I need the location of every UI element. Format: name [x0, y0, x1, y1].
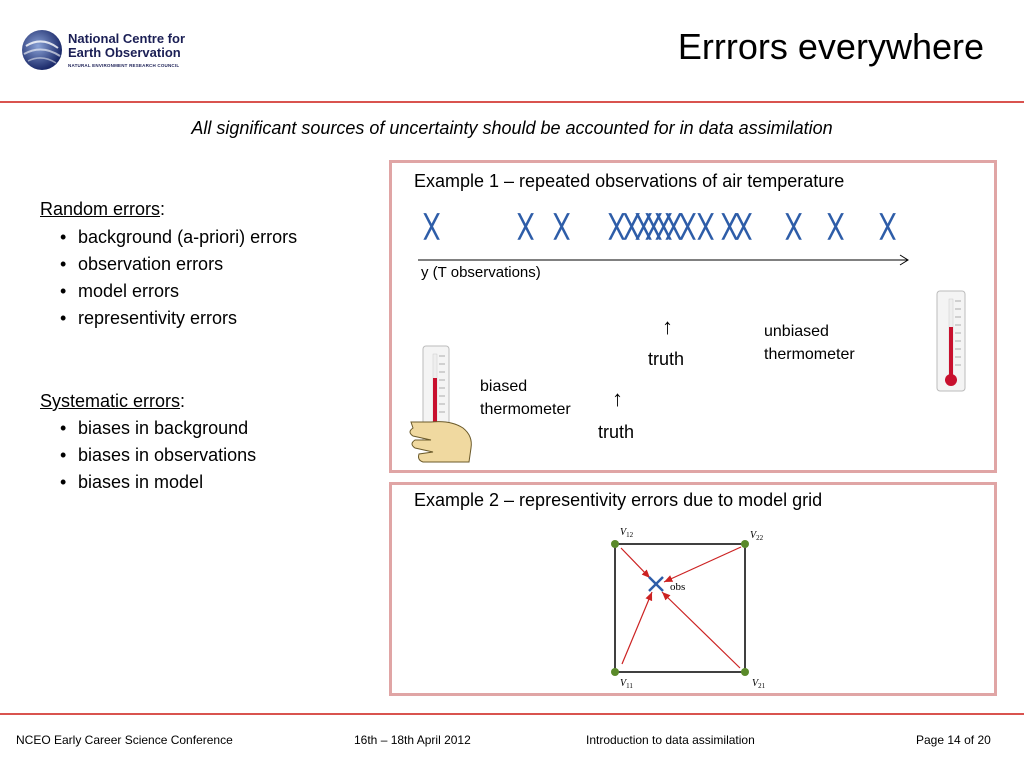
- example-1-title: Example 1 – repeated observations of air temperature: [414, 171, 845, 191]
- observation-cross: ╳: [667, 214, 681, 239]
- v11-label: $V_{11}$: [620, 678, 633, 690]
- unbiased-thermometer-icon: [935, 289, 967, 393]
- biased-thermometer-icon: [407, 344, 477, 466]
- biased-truth-label: truth: [598, 422, 635, 442]
- observation-markers: [425, 214, 925, 240]
- v12-label: $V_{12}$: [620, 527, 634, 539]
- model-grid-diagram: [602, 522, 782, 692]
- list-item: • biases in model: [58, 469, 256, 496]
- obs-cross: [649, 577, 663, 591]
- list-item: • observation errors: [58, 251, 297, 278]
- grid-node: [611, 540, 619, 548]
- observation-cross: ╳: [657, 214, 671, 239]
- obs-label: obs: [670, 581, 686, 593]
- observation-cross: ╳: [425, 214, 439, 239]
- axis-label: y (T observations): [421, 264, 541, 281]
- observation-cross: ╳: [610, 214, 624, 239]
- slide-subtitle: All significant sources of uncertainty should be accounted for in data assimilation: [191, 118, 833, 138]
- observation-cross: ╳: [829, 214, 843, 239]
- footer-topic: Introduction to data assimilation: [586, 733, 755, 747]
- list-item: • biases in observations: [58, 442, 256, 469]
- v21-label: $V_{21}$: [752, 678, 766, 690]
- org-subtitle: NATURAL ENVIRONMENT RESEARCH COUNCIL: [68, 63, 180, 68]
- observation-cross: ╳: [681, 214, 695, 239]
- observation-cross: ╳: [555, 214, 569, 239]
- grid-node: [611, 668, 619, 676]
- observation-cross: ╳: [787, 214, 801, 239]
- unbiased-thermometer-label: unbiased thermometer: [764, 323, 855, 363]
- example-1-box: [389, 160, 997, 473]
- observation-cross: ╳: [699, 214, 713, 239]
- nceo-logo: [20, 28, 220, 78]
- biased-thermometer-label: biased thermometer: [480, 378, 571, 418]
- unbiased-truth-arrow: ↑: [662, 314, 673, 339]
- observation-cross: ╳: [625, 214, 639, 239]
- systematic-errors-heading: Systematic errors:: [40, 391, 186, 411]
- observation-cross: ╳: [723, 214, 737, 239]
- example-2-title: Example 2 – representivity errors due to model grid: [414, 490, 823, 510]
- org-name: National Centre for Earth Observation: [68, 31, 186, 60]
- footer-page-number: Page 14 of 20: [916, 733, 991, 747]
- random-errors-list: [58, 224, 297, 332]
- observation-cross: ╳: [637, 214, 651, 239]
- observation-cross: ╳: [519, 214, 533, 239]
- observation-cross: ╳: [647, 214, 661, 239]
- list-item: • biases in background: [58, 415, 256, 442]
- globe-logo-icon: [20, 28, 64, 72]
- grid-node: [741, 540, 749, 548]
- footer-date: 16th – 18th April 2012: [354, 733, 471, 747]
- footer-divider: [0, 713, 1024, 715]
- observation-cross: ╳: [737, 214, 751, 239]
- systematic-errors-list: [58, 415, 256, 496]
- list-item: • background (a-priori) errors: [58, 224, 297, 251]
- header-divider: [0, 101, 1024, 103]
- grid-node: [741, 668, 749, 676]
- list-item: • model errors: [58, 278, 297, 305]
- random-errors-heading: Random errors:: [40, 199, 166, 219]
- unbiased-truth-label: truth: [648, 349, 685, 369]
- v22-label: $V_{22}$: [750, 530, 764, 542]
- list-item: • representivity errors: [58, 305, 297, 332]
- footer: [0, 733, 1024, 751]
- observation-cross: ╳: [881, 214, 895, 239]
- slide-title: Errrors everywhere: [677, 26, 984, 67]
- footer-conference: NCEO Early Career Science Conference: [16, 733, 233, 747]
- biased-truth-arrow: ↑: [612, 386, 623, 411]
